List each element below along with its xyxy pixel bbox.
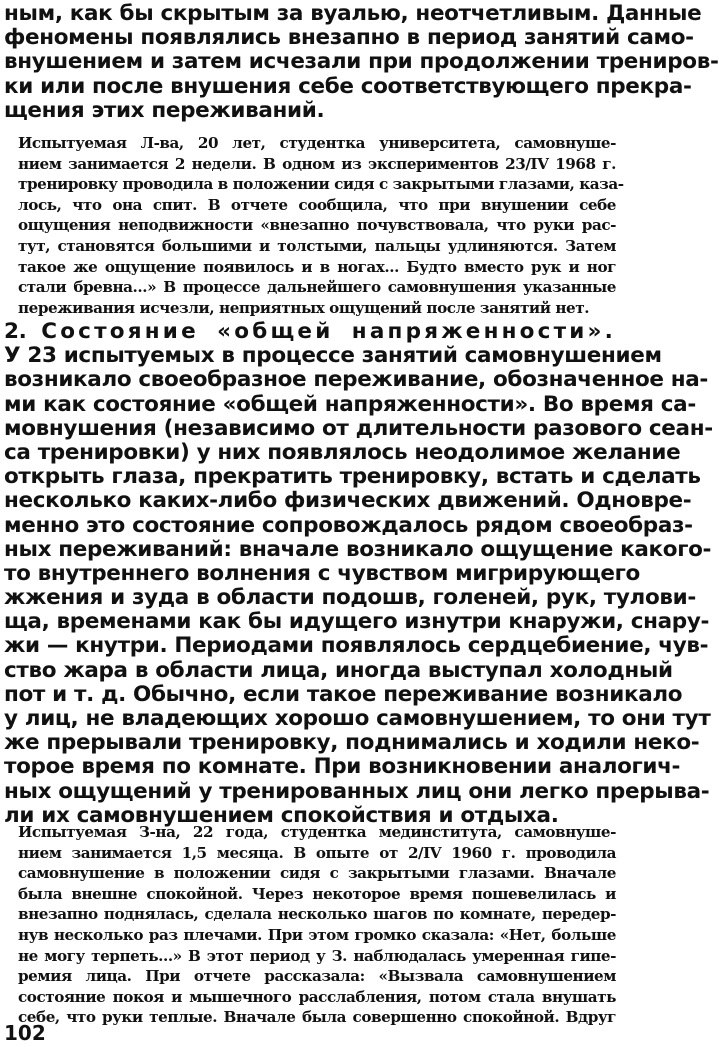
section-heading	[4, 320, 616, 344]
text-line: такое же ощущение появилось и в ногах... Будто вместо рук и ног	[18, 257, 616, 276]
page-number: 102	[4, 1021, 46, 1045]
text-line: себе, что руки теплые. Вначале была совершенно спокойной. Вдруг	[18, 1008, 616, 1027]
text-line: Испытуемая Л-ва, 20 лет, студентка университета, самовнуше-	[18, 134, 616, 152]
text-line: ных ощущений у тренированных лиц они легко прерыва-	[4, 778, 710, 804]
text-line: же прерывали тренировку, поднимались и ходили неко-	[4, 730, 700, 756]
text-line: тренировку проводила в положении сидя с закрытыми глазами, каза-	[18, 175, 624, 194]
text-line: была внешне спокойной. Через некоторое время пошевелилась и	[18, 884, 616, 903]
text-line: нием занимается 2 недели. В одном из экспериментов 23/IV 1968 г.	[18, 154, 616, 173]
text-line: ми как состояние «общей напряженности». Во время са-	[4, 391, 696, 417]
text-line: не могу терпеть...» В этот период у З. наблюдалась умеренная гипе-	[18, 946, 616, 965]
text-line: открыть глаза, прекратить тренировку, встать и сделать	[4, 464, 701, 490]
text-line: нием занимается 1,5 месяца. В опыте от 2/IV 1960 г. проводила	[18, 843, 616, 862]
text-line: щения этих переживаний.	[4, 97, 325, 123]
text-line: Испытуемая З-на, 22 года, студентка мединститута, самовнуше-	[18, 823, 616, 841]
text-line: са тренировки) у них появлялось неодолимое желание	[4, 439, 681, 465]
text-line: ремия лица. При отчете рассказала: «Вызвала самовнушением	[18, 967, 616, 986]
text-line: ство жара в области лица, иногда выступал холодный	[4, 657, 673, 683]
text-line: ща, временами как бы идущего изнутри кнаружи, снару-	[4, 609, 710, 635]
text-line: феномены появлялись внезапно в период занятий само-	[4, 25, 694, 51]
text-line: несколько каких-либо физических движений. Одновре-	[4, 488, 692, 514]
text-line: пот и т. д. Обычно, если такое переживание возникало	[4, 681, 683, 707]
text-line: жи — кнутри. Периодами появлялось сердцебиение, чув-	[4, 633, 709, 659]
text-line: внезапно поднялась, сделала несколько шагов по комнате, передер-	[18, 905, 616, 924]
text-line: самовнушение в положении сидя с закрытыми глазами. Вначале	[18, 864, 616, 883]
section-heading-number: 2.	[4, 319, 27, 344]
text-line: возникало своеобразное переживание, обозначенное на-	[4, 367, 708, 393]
text-line: состояние покоя и мышечного расслабления, потом стала внушать	[18, 987, 616, 1006]
text-line: ли их самовнушением спокойствия и отдыха.	[4, 802, 559, 828]
text-line: ных переживаний: вначале возникало ощущение какого-	[4, 536, 712, 562]
text-line: менно это состояние сопровождалось рядом своеобраз-	[4, 512, 693, 538]
text-line: переживания исчезли, неприятных ощущений после занятий нет.	[18, 298, 590, 317]
section-heading-title: Состояние «общей напряженности».	[41, 319, 616, 344]
text-line: у лиц, не владеющих хорошо самовнушением, то они тут	[4, 706, 711, 731]
text-line: ным, как бы скрытым за вуалью, неотчетливым. Данные	[4, 1, 702, 26]
text-line: ощущения неподвижности «внезапно почувствовала, что руки рас-	[18, 216, 616, 235]
text-line: то внутреннего волнения с чувством мигрирующего	[4, 560, 640, 586]
text-line: У 23 испытуемых в процессе занятий самовнушением	[4, 343, 662, 369]
paragraph-continued	[4, 1, 719, 123]
text-line: торое время по комнате. При возникновении аналогич-	[4, 754, 681, 780]
text-line: мовнушения (независимо от длительности разового сеан-	[4, 415, 713, 441]
book-page	[4, 0, 719, 1047]
case-report-1	[18, 133, 624, 318]
text-line: внушением и затем исчезали при продолжении трениров-	[4, 49, 719, 75]
text-line: стали бревна...» В процессе дальнейшего самовнушения указанные	[18, 278, 616, 297]
section-2	[4, 319, 713, 828]
text-line: жжения и зуда в области подошв, голеней, рук, тулови-	[4, 585, 696, 611]
text-line: нув несколько раз плечами. При этом громко сказала: «Нет, больше	[18, 925, 616, 944]
text-line: тут, становятся большими и толстыми, пальцы удлиняются. Затем	[18, 236, 616, 255]
text-line: ки или после внушения себе соответствующего прекра-	[4, 73, 692, 99]
text-line: лось, что она спит. В отчете сообщила, что при внушении себе	[18, 195, 616, 214]
case-report-2	[18, 822, 616, 1028]
